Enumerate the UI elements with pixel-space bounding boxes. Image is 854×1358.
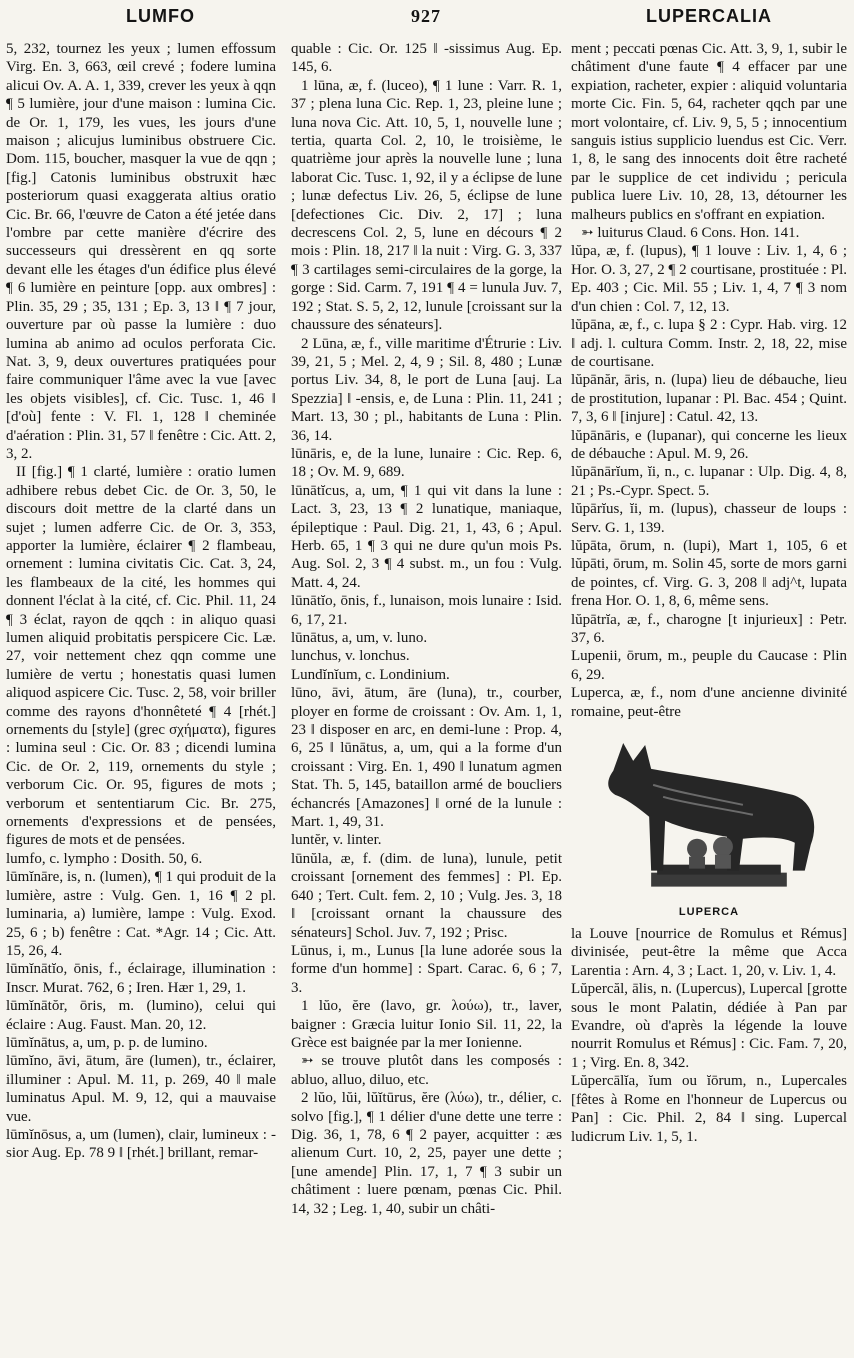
dictionary-entry: lūmĭnātus, a, um, p. p. de lumino. [6,1034,208,1051]
dictionary-entry: lūmĭnātĭo, ōnis, f., éclairage, illumination : Inscr. Murat. 762, 6 ; Iren. Hær 1, 29, 1. [6,961,276,996]
dictionary-entry: 2 Lūna, æ, f., ville maritime d'Étrurie : Liv. 39, 21, 5 ; Mel. 2, 4, 9 ; Sil. 8, 480 ; Lunæ portus Liv. 34, 8, le port de Luna [auj. La Spezzia] ‖ -ensis, e, de Luna : Plin. 11, 241 ; Mart. 13, 30 ; pl., habitants de Luna : Plin. 36, 14. [291,335,562,444]
dictionary-entry: 1 lŭo, ĕre (lavo, gr. λούω), tr., laver, baigner : Græcia luitur Ionio Sil. 11, 22, la Grèce est baignée par la mer Ionienne. [291,998,562,1051]
dictionary-entry: luntĕr, v. linter. [291,832,382,849]
dictionary-entry: lūnāris, e, de la lune, lunaire : Cic. Rep. 6, 18 ; Ov. M. 9, 689. [291,445,562,481]
dictionary-entry: lūnātĭcus, a, um, ¶ 1 qui vit dans la lune : Lact. 3, 23, 13 ¶ 2 lunatique, maniaque, épileptique : Paul. Dig. 21, 1, 43, 6 ; Apul. Herb. 65, 1 ¶ 3 qui ne dure qu'un mois Ps. Aug. Sol. 2, 3 ¶ 4 subst. m., un fou : Vulg. Matt. 4, 24. [291,482,562,591]
dictionary-entry: quable : Cic. Or. 125 ‖ -sissimus Aug. Ep. 145, 6. [291,41,562,76]
dictionary-entry: II [fig.] ¶ 1 clarté, lumière : oratio lumen adhibere rebus debet Cic. de Or. 3, 50, le discours doit mettre de la clarté dans un sujet ; lumen adferre Cic. de Or. 3, 353, apporter la lumière, éclairer ¶ 2 flambeau, ornement : lumina civitatis Cic. Cat. 3, 24, les flambeaux de la cité, les hommes qui donnent l'éclat à la cité, cf. Cic. Phil. 11, 24 ¶ 3 éclat, rayon de qqch : in aliquo quasi lumen aliquid probitatis perspicere Cic. Læ. 27, voir nettement chez qqn comme une lumière de vertu ; honestatis quasi lumen aliquod aspicere Cic. Tusc. 2, 58, voir briller comme des rayons d'honnêteté ¶ 4 [rhét.] ornements du [style] (grec σχήματα), figures : lumina seul : Cic. Or. 83 ; dicendi lumina Cic. de Or. 2, 119, ornements du style ; verborum Cic. Or. 95, figures de mots ; verborum et sententiarum Cic. Br. 275, ornements d'expressions et de pensées, figures de mots et de pensées. [6,464,276,849]
she-wolf-illustration [593,725,825,897]
dictionary-entry: ➳ se trouve plutôt dans les composés : abluo, alluo, diluo, etc. [291,1053,562,1088]
column-3 [571,40,847,1146]
running-head-right: LUPERCALIA [646,6,772,26]
column-1 [6,40,276,1163]
dictionary-entry: Lŭpercālĭa, ĭum ou ĭōrum, n., Lupercales [fêtes à Rome en l'honneur de Lupercus ou Pan] : Cic. Phil. 2, 84 ‖ sing. Lupercal ludicrum Liv. 1, 5, 1. [571,1073,847,1145]
page-number: 927 [411,6,441,26]
dictionary-entry: 2 lŭo, lŭi, lŭĭtūrus, ĕre (λύω), tr., délier, c. solvo [fig.], ¶ 1 délier d'une dette une terre : Dig. 36, 1, 78, 6 ¶ 2 payer, acquitter : æs alienum Curt. 10, 2, 25, payer une dette ; [une amende] Plin. 17, 1, 7 ¶ 3 subir un châtiment : luere pœnam, pœnas Cic. Phil. 14, 32 ; Leg. 1, 40, subir un châti- [291,1090,562,1217]
dictionary-entry: lūmĭnātŏr, ōris, m. (lumino), celui qui éclaire : Aug. Faust. Man. 20, 12. [6,998,276,1033]
dictionary-entry: lŭpārĭus, ĭi, m. (lupus), chasseur de loups : Serv. G. 1, 139. [571,501,847,536]
dictionary-entry: lūnātus, a, um, v. luno. [291,630,428,646]
dictionary-entry: lumfo, c. lympho : Dosith. 50, 6. [6,850,203,867]
dictionary-entry: 5, 232, tournez les yeux ; lumen effossum Virg. En. 3, 663, œil crevé ; fodere lumina alicui Ov. A. A. 1, 339, crever les yeux à qqn ¶ 5 lumière, jour d'une maison : lumina Cic. de Or. 1, 179, les vues, les jours d'une maison ; alicujus luminibus obstruere Cic. Dom. 115, boucher, masquer la vue de qqn ; [fig.] Catonis luminibus obstruxit hæc posteriorum quasi exaggerata altius oratio Cic. Br. 66, l'œuvre de Caton a été jetée dans l'ombre par cette manière d'écrire des successeurs qui dressèrent en qq sorte devant elle les étages d'un édifice plus élevé ¶ 6 lumière en peinture [opp. aux ombres] : Plin. 35, 29 ; 35, 131 ; Ep. 3, 13 ‖ ¶ 7 jour, ouverture par où passe la lumière : duo lumina ab animo ad oculos perforata Cic. Nat. 3, 9, deux ouvertures pratiquées pour faire communiquer l'âme avec la vue [avec les objets visibles], cf. Cic. Tusc. 1, 46 ‖ [d'où] fente : V. Fl. 1, 128 ‖ cheminée d'aération : Plin. 31, 57 ‖ fenêtre : Cic. Att. 2, 3, 2. [6,41,276,462]
dictionary-entry: ment ; peccati pœnas Cic. Att. 3, 9, 1, subir le châtiment d'une faute ¶ 4 effacer par une expiation, racheter, expier : aliquid voluntaria morte Cic. Fin. 5, 64, racheter qqch par une mort volontaire, cf. Liv. 9, 5, 5 ; innocentium sanguis istius supplicio luendus est Cic. Verr. 1, 8, le sang des innocents doit être racheté par le supplice de cet individu ; pericula publica luere Liv. 10, 28, 13, détourner les malheurs publics en s'offrant en expiation. [571,41,847,223]
dictionary-entry: ➳ luiturus Claud. 6 Cons. Hon. 141. [581,225,800,242]
dictionary-entry: lŭpāta, ōrum, n. (lupi), Mart 1, 105, 6 et lŭpāti, ōrum, m. Solin 45, sorte de mors garni de pointes, cf. Virg. G. 3, 208 ‖ adj^t, lupata frena Hor. O. 1, 8, 6, même sens. [571,537,847,610]
dictionary-entry: 1 lūna, æ, f. (luceo), ¶ 1 lune : Varr. R. 1, 37 ; plena luna Cic. Rep. 1, 23, pleine lune ; luna nova Cic. Att. 10, 5, 1, nouvelle lune ; tertia, quarta Col. 2, 10, le troisième, le quatrième jour après la nouvelle lune ; luna laborat Cic. Tusc. 1, 92, il y a éclipse de lune ; lunæ defectus Liv. 26, 5, éclipse de lune [defectiones Cic. Div. 2, 17] ; luna decrescens Col. 2, 5, lune en décours ¶ 2 mois : Plin. 18, 217 ‖ la nuit : Virg. G. 3, 337 ¶ 3 cartilages semi-circulaires de la gorge, la gorge : Sid. Carm. 7, 191 ¶ 4 = lunula Juv. 7, 192 ; Stat. S. 5, 2, 12, lunule [croissant sur la chaussure des sénateurs]. [291,77,562,334]
dictionary-entry: Lundĭnĭum, c. Londinium. [291,666,450,683]
dictionary-entry: Lŭpercăl, ālis, n. (Lupercus), Lupercal [grotte sous le mont Palatin, dédiée à Pan par Evandre, où d'après la légende la louve nourrit Romulus et Rémus] : Cic. Fam. 7, 20, 1 ; Virg. En. 8, 342. [571,981,847,1071]
dictionary-entry: lŭpa, æ, f. (lupus), ¶ 1 louve : Liv. 1, 4, 6 ; Hor. O. 3, 27, 2 ¶ 2 courtisane, prostituée : Pl. Ep. 403 ; Cic. Mil. 55 ; Liv. 1, 4, 7 ¶ 3 nom d'un chien : Col. 7, 12, 13. [571,243,847,315]
running-head-left: LUMFO [126,6,195,26]
capitoline-wolf-figure [593,725,825,921]
dictionary-entry: lūnātĭo, ōnis, f., lunaison, mois lunaire : Isid. 6, 17, 21. [291,593,562,628]
dictionary-entry: lunchus, v. lonchus. [291,648,410,665]
dictionary-entry: lŭpānārĭum, ĭi, n., c. lupanar : Ulp. Dig. 4, 8, 21 ; Ps.-Cypr. Spect. 5. [571,464,847,499]
figure-caption: LUPERCA [678,905,740,918]
dictionary-entry: la Louve [nourrice de Romulus et Rémus] divinisée, peut-être la même que Acca Larentia : Arn. 4, 3 ; Lact. 1, 20, v. Liv. 1, 4. [571,926,847,979]
dictionary-entry: lūmĭnāre, is, n. (lumen), ¶ 1 qui produit de la lumière, astre : Vulg. Gen. 1, 16 ¶ 2 pl. luminaria, a) lumière, lampe : Vulg. Exod. 25, 6 ; b) fenêtre : Cat. *Agr. 14 ; Cic. Att. 15, 26, 4. [6,869,276,959]
dictionary-entry: Luperca, æ, f., nom d'une ancienne divinité romaine, peut-être [571,685,847,720]
dictionary-entry: Lupenii, ōrum, m., peuple du Caucase : Plin 6, 29. [571,648,847,683]
dictionary-entry: Lūnus, i, m., Lunus [la lune adorée sous la forme d'un homme] : Spart. Carac. 6, 6 ; 7, 3. [291,942,562,996]
dictionary-entry: lūmĭnōsus, a, um (lumen), clair, lumineux : -sior Aug. Ep. 78 9 ‖ [rhét.] brillant, remar- [6,1126,276,1162]
dictionary-entry: lūno, āvi, ātum, āre (luna), tr., courber, ployer en forme de croissant : Ov. Am. 1, 1, 23 ‖ disposer en arc, en demi-lune : Prop. 4, 6, 25 ‖ lūnātus, a, um, qui a la forme d'un croissant : Virg. En. 1, 490 ‖ lunatum agmen Stat. Th. 5, 145, bataillon armé de boucliers échancrés [Amazones] ‖ orné de la lunule : Mart. 1, 49, 31. [291,685,562,831]
dictionary-entry: lŭpānāris, e (lupanar), qui concerne les lieux de débauche : Apul. M. 9, 26. [571,427,847,462]
dictionary-entry: lŭpānăr, āris, n. (lupa) lieu de débauche, lieu de prostitution, lupanar : Pl. Bac. 454 ; Quint. 7, 3, 6 ‖ [injure] : Catul. 42, 13. [571,372,847,426]
column-2 [291,40,562,1218]
dictionary-entry: lŭpātrĭa, æ, f., charogne [t injurieux] : Petr. 37, 6. [571,611,847,646]
dictionary-entry: lŭpāna, æ, f., c. lupa § 2 : Cypr. Hab. virg. 12 ‖ adj. l. cultura Comm. Instr. 2, 18, 22, mise de courtisane. [571,317,847,370]
dictionary-entry: lūmĭno, āvi, ātum, āre (lumen), tr., éclairer, illuminer : Apul. M. 11, p. 269, 40 ‖ male luminatus Apul. M. 9, 12, qui a mauvaise vue. [6,1053,276,1125]
dictionary-entry: lūnŭla, æ, f. (dim. de luna), lunule, petit croissant [ornement des femmes] : Pl. Ep. 640 ; Tert. Cult. fem. 2, 10 ; Vulg. Jes. 3, 18 ‖ [croissant ornant la chaussure des sénateurs] Schol. Juv. 7, 192 ; Prisc. [291,850,562,941]
